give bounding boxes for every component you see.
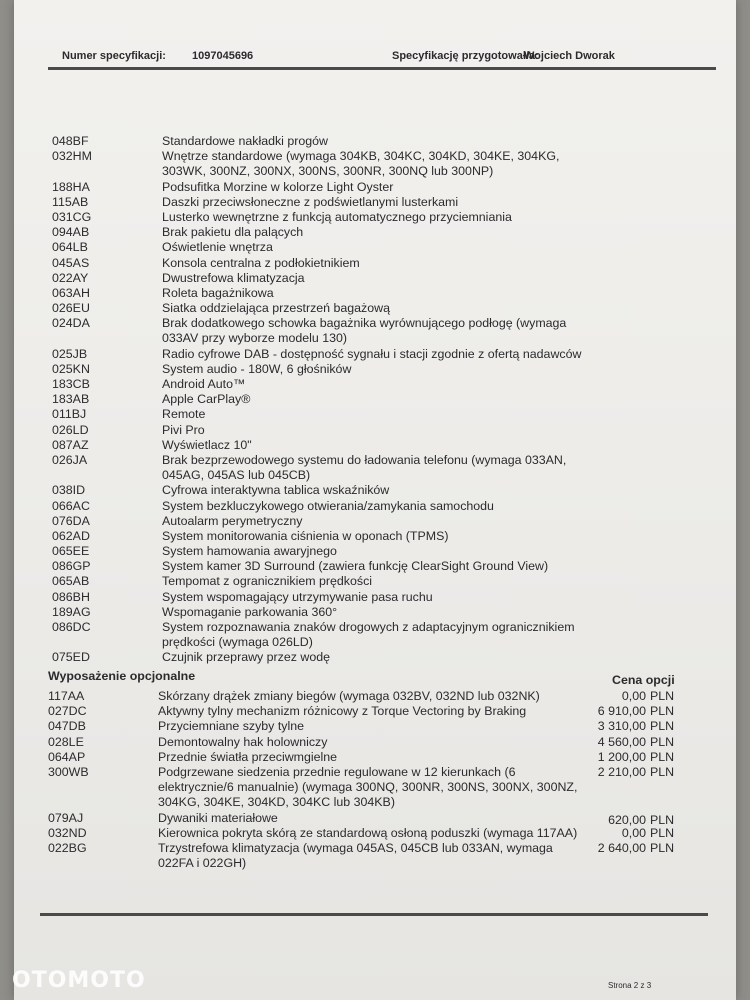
item-code: 183CB bbox=[52, 377, 90, 392]
item-description: Kierownica pokryta skórą ze standardową osłoną poduszki (wymaga 117AA) bbox=[158, 825, 578, 840]
document-page bbox=[14, 0, 736, 1000]
item-description: System audio - 180W, 6 głośników bbox=[162, 361, 352, 376]
currency-label: PLN bbox=[650, 719, 675, 734]
item-code: 065EE bbox=[52, 544, 90, 559]
item-description: System kamer 3D Surround (zawiera funkcję ClearSight Ground View) bbox=[162, 559, 549, 574]
item-code: 117AA bbox=[48, 689, 85, 703]
item-description: Remote bbox=[162, 407, 206, 422]
item-description: Standardowe nakładki progów bbox=[162, 134, 329, 148]
item-description: Aktywny tylny mechanizm różnicowy z Torque Vectoring by Braking bbox=[158, 704, 527, 719]
item-code: 032HM bbox=[52, 149, 92, 164]
item-description: Cyfrowa interaktywna tablica wskaźników bbox=[162, 483, 390, 498]
item-description: Siatka oddzielająca przestrzeń bagażową bbox=[162, 301, 390, 316]
item-code: 086GP bbox=[52, 559, 91, 574]
item-price: 4 560,00 bbox=[597, 734, 646, 749]
item-description: Dwustrefowa klimatyzacja bbox=[162, 270, 305, 285]
page-number: Strona 2 z 3 bbox=[608, 981, 652, 990]
item-code: 188HA bbox=[52, 179, 90, 194]
currency-label: PLN bbox=[650, 764, 675, 779]
item-code: 079AJ bbox=[48, 810, 84, 825]
prepared-by-label: Specyfikację przygotował/a: bbox=[392, 50, 539, 62]
item-description: System hamowania awaryjnego bbox=[162, 544, 337, 559]
item-code: 011BJ bbox=[52, 407, 87, 422]
item-code: 031CG bbox=[52, 209, 92, 224]
item-description: Podsufitka Morzine w kolorze Light Oyster bbox=[162, 179, 394, 194]
item-code: 048BF bbox=[52, 134, 89, 148]
item-price: 0,00 bbox=[621, 689, 646, 703]
item-description: System rozpoznawania znaków drogowych z adaptacyjnym ogranicznikiem prędkości (wymaga 026LD) bbox=[162, 620, 575, 650]
item-description: Lusterko wewnętrzne z funkcją automatycznego przyciemniania bbox=[162, 209, 512, 224]
item-description: Pivi Pro bbox=[162, 422, 205, 437]
item-code: 094AB bbox=[52, 225, 90, 240]
item-code: 086DC bbox=[52, 620, 91, 635]
optional-prices-column bbox=[580, 689, 646, 871]
currency-label: PLN bbox=[650, 812, 675, 827]
optional-section-title: Wyposażenie opcjonalne bbox=[48, 669, 196, 683]
item-code: 300WB bbox=[48, 764, 89, 779]
item-code: 026JA bbox=[52, 452, 88, 467]
item-code: 065AB bbox=[52, 574, 90, 589]
item-code: 183AB bbox=[52, 392, 90, 407]
otomoto-watermark: OTOMOTO bbox=[12, 968, 146, 993]
item-description: Oświetlenie wnętrza bbox=[162, 240, 273, 255]
item-code: 025JB bbox=[52, 346, 88, 361]
item-description: System bezkluczykowego otwierania/zamykania samochodu bbox=[162, 498, 494, 513]
item-description: Android Auto™ bbox=[162, 377, 246, 392]
item-description: Daszki przeciwsłoneczne z podświetlanymi lusterkami bbox=[162, 194, 459, 209]
currency-label: PLN bbox=[650, 825, 675, 840]
item-description: Brak dodatkowego schowka bagażnika wyrównującego podłogę (wymaga 033AV przy wyborze modelu 130) bbox=[162, 316, 567, 346]
item-description: Demontowalny hak holowniczy bbox=[158, 734, 328, 749]
optional-descriptions-column bbox=[158, 689, 578, 871]
item-price: 620,00 bbox=[608, 812, 646, 827]
item-price: 6 910,00 bbox=[597, 704, 646, 719]
prepared-by-value: Wojciech Dworak bbox=[524, 50, 615, 62]
item-code: 086BH bbox=[52, 589, 90, 604]
item-description: Brak bezprzewodowego systemu do ładowania telefonu (wymaga 033AN, 045AG, 045AS lub 045CB) bbox=[162, 452, 567, 483]
currency-label: PLN bbox=[650, 749, 675, 764]
item-description: Dywaniki materiałowe bbox=[158, 810, 278, 825]
item-description: System monitorowania ciśnienia w oponach (TPMS) bbox=[162, 528, 449, 543]
item-code: 024DA bbox=[52, 316, 90, 331]
item-price: 3 310,00 bbox=[597, 719, 646, 734]
header-divider bbox=[48, 67, 716, 70]
item-code: 022BG bbox=[48, 840, 87, 855]
currency-label: PLN bbox=[650, 704, 675, 719]
item-code: 026EU bbox=[52, 301, 90, 316]
item-description: Autoalarm perymetryczny bbox=[162, 513, 303, 528]
item-description: System wspomagający utrzymywanie pasa ruchu bbox=[162, 589, 433, 604]
currency-label: PLN bbox=[650, 734, 675, 749]
item-description: Wyświetlacz 10" bbox=[162, 437, 252, 452]
item-code: 028LE bbox=[48, 734, 84, 749]
item-code: 076DA bbox=[52, 513, 90, 528]
item-description: Wspomaganie parkowania 360° bbox=[162, 604, 338, 619]
item-description: Konsola centralna z podłokietnikiem bbox=[162, 255, 360, 270]
item-code: 027DC bbox=[48, 704, 87, 719]
footer-divider bbox=[40, 913, 708, 916]
item-description: Skórzany drążek zmiany biegów (wymaga 032BV, 032ND lub 032NK) bbox=[158, 689, 540, 703]
item-description: Roleta bagażnikowa bbox=[162, 285, 274, 300]
item-description: Wnętrze standardowe (wymaga 304KB, 304KC, 304KD, 304KE, 304KG, 303WK, 300NZ, 300NX, 300NS, 300NR, 300NQ lub 300NP) bbox=[162, 149, 560, 179]
item-description: Tempomat z ogranicznikiem prędkości bbox=[162, 574, 373, 589]
item-code: 064LB bbox=[52, 240, 88, 255]
item-price: 0,00 bbox=[621, 825, 646, 840]
item-code: 066AC bbox=[52, 498, 90, 513]
optional-codes-column bbox=[48, 689, 148, 871]
standard-codes-column bbox=[52, 134, 152, 666]
item-code: 087AZ bbox=[52, 437, 89, 452]
item-code: 025KN bbox=[52, 361, 90, 376]
item-description: Radio cyfrowe DAB - dostępność sygnału i stacji zgodnie z ofertą nadawców bbox=[162, 346, 582, 361]
price-column-header: Cena opcji bbox=[612, 673, 675, 687]
spec-number-label: Numer specyfikacji: bbox=[62, 50, 166, 62]
standard-descriptions-column bbox=[162, 134, 582, 666]
currency-label: PLN bbox=[650, 840, 675, 855]
item-description: Podgrzewane siedzenia przednie regulowane w 12 kierunkach (6 elektrycznie/6 manualnie) (wymaga 300NQ, 300NR, 300NS, 300NX, 300NZ, 304KG, 304KE, 304KD, 304KC lub 304KB) bbox=[158, 764, 578, 810]
item-code: 022AY bbox=[52, 270, 89, 285]
item-code: 047DB bbox=[48, 719, 86, 734]
item-code: 064AP bbox=[48, 749, 86, 764]
item-code: 038ID bbox=[52, 483, 86, 498]
item-code: 063AH bbox=[52, 285, 90, 300]
item-description: Przednie światła przeciwmgielne bbox=[158, 749, 338, 764]
item-description: Trzystrefowa klimatyzacja (wymaga 045AS, 045CB lub 033AN, wymaga 022FA i 022GH) bbox=[158, 840, 553, 871]
item-code: 189AG bbox=[52, 604, 91, 619]
item-description: Apple CarPlay® bbox=[162, 392, 251, 407]
spec-number-value: 1097045696 bbox=[192, 50, 254, 62]
item-code: 062AD bbox=[52, 528, 90, 543]
optional-currency-column bbox=[650, 689, 690, 871]
item-price: 2 640,00 bbox=[597, 840, 646, 855]
item-code: 026LD bbox=[52, 422, 89, 437]
item-price: 1 200,00 bbox=[597, 749, 646, 764]
item-description: Brak pakietu dla palących bbox=[162, 225, 304, 240]
item-code: 032ND bbox=[48, 825, 87, 840]
item-description: Czujnik przeprawy przez wodę bbox=[162, 650, 331, 665]
item-code: 045AS bbox=[52, 255, 90, 270]
item-description: Przyciemniane szyby tylne bbox=[158, 719, 304, 734]
item-code: 075ED bbox=[52, 650, 90, 665]
currency-label: PLN bbox=[650, 689, 675, 703]
item-price: 2 210,00 bbox=[597, 764, 646, 779]
item-code: 115AB bbox=[52, 194, 89, 209]
